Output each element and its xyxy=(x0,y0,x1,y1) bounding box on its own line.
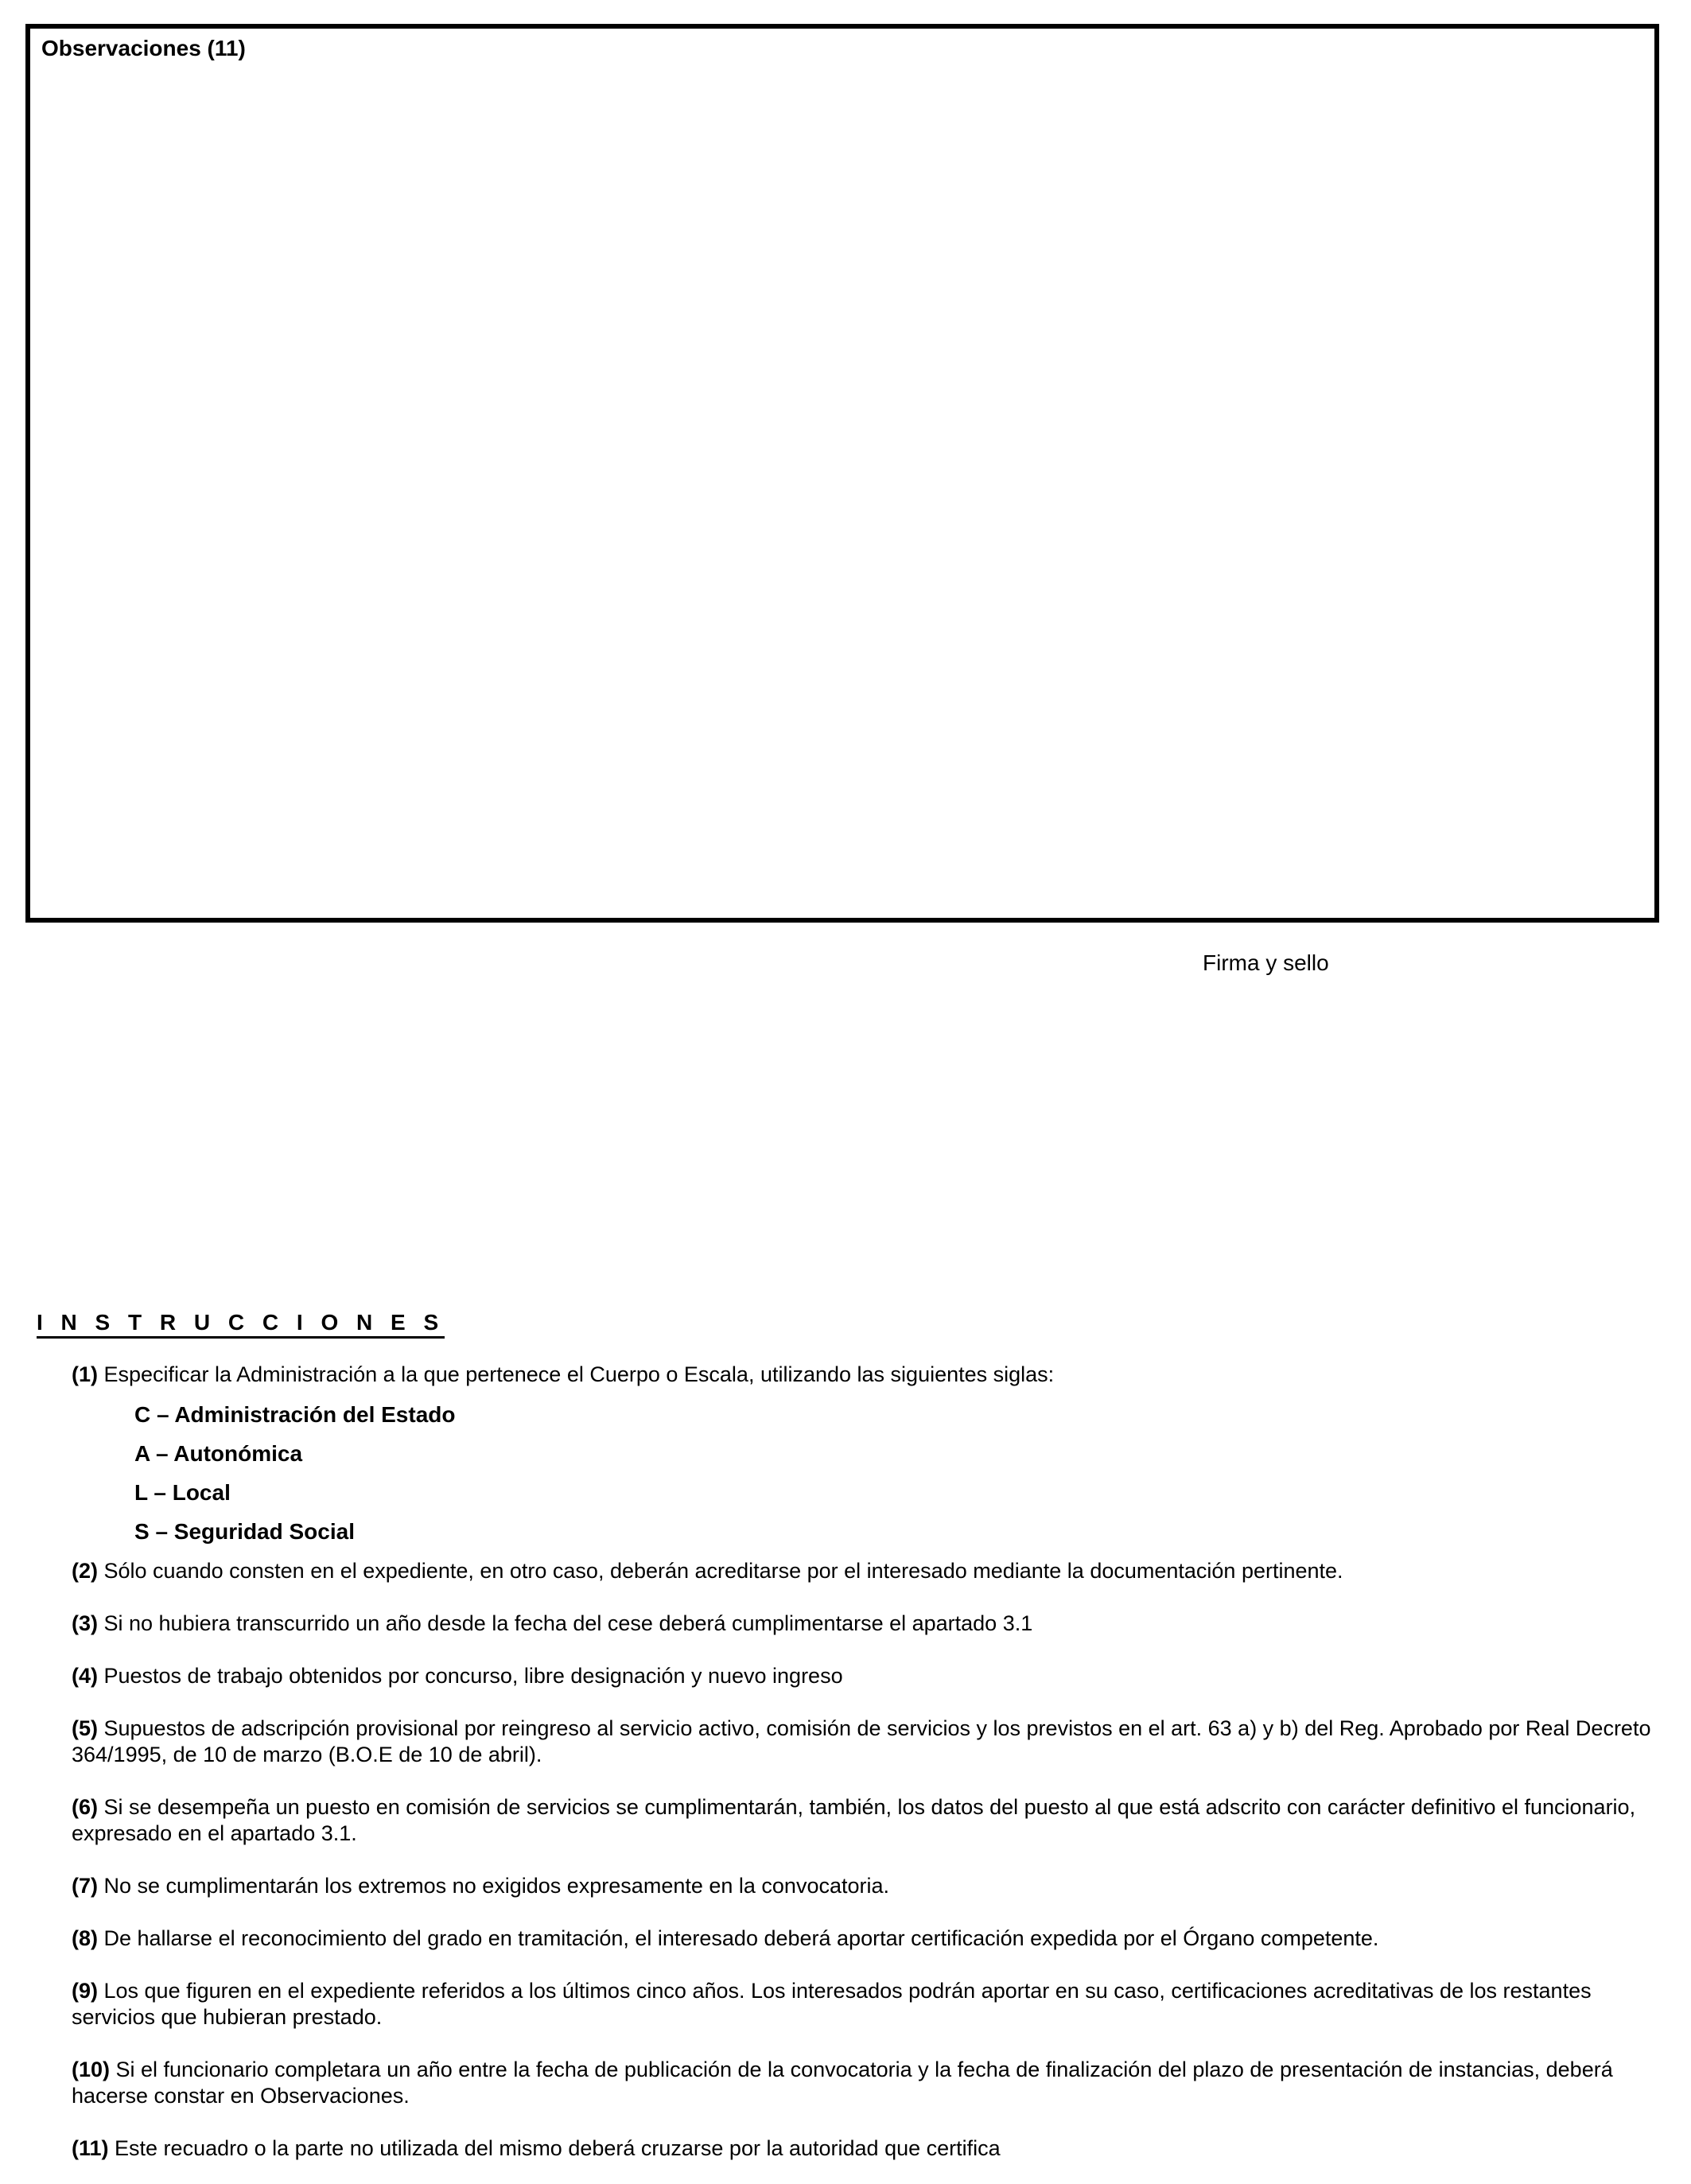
note-number: (4) xyxy=(72,1664,98,1688)
note-text: Supuestos de adscripción provisional por reingreso al servicio activo, comisión de servicios y los previstos en el art. 63 a) y b) del Reg. Aprobado por Real Decreto 364/1995, de 10 de marzo (B.O.E de 10 de abril). xyxy=(72,1716,1651,1766)
sigla-a: A – Autonómica xyxy=(134,1441,303,1466)
note-11 xyxy=(72,2135,1654,2162)
note-text: Si se desempeña un puesto en comisión de servicios se cumplimentarán, también, los datos del puesto al que está adscrito con carácter definitivo el funcionario, expresado en el apartado 3.1. xyxy=(72,1795,1636,1845)
note-1 xyxy=(72,1362,1654,1388)
observaciones-title: Observaciones (11) xyxy=(41,36,246,60)
note-number: (2) xyxy=(72,1559,98,1583)
note-text: Este recuadro o la parte no utilizada del mismo deberá cruzarse por la autoridad que certifica xyxy=(108,2136,1001,2160)
note-5 xyxy=(72,1716,1654,1768)
instrucciones-heading: I N S T R U C C I O N E S xyxy=(37,1309,445,1339)
note-2 xyxy=(72,1558,1654,1584)
note-number: (10) xyxy=(72,2058,111,2081)
sigla-s: S – Seguridad Social xyxy=(134,1519,355,1544)
note-number: (5) xyxy=(72,1716,98,1740)
note-text: Sólo cuando consten en el expediente, en otro caso, deberán acreditarse por el interesado mediante la documentación pertinente. xyxy=(98,1559,1343,1583)
note-number: (9) xyxy=(72,1979,98,2003)
note-3 xyxy=(72,1611,1654,1637)
note-7 xyxy=(72,1873,1654,1899)
note-number: (6) xyxy=(72,1795,98,1819)
note-number: (7) xyxy=(72,1874,98,1898)
note-number: (8) xyxy=(72,1926,98,1950)
note-4 xyxy=(72,1663,1654,1689)
note-number: (11) xyxy=(72,2136,109,2160)
sigla-l: L – Local xyxy=(134,1480,231,1505)
note-text: Puestos de trabajo obtenidos por concurso, libre designación y nuevo ingreso xyxy=(98,1664,843,1688)
sigla-c: C – Administración del Estado xyxy=(134,1402,456,1427)
observaciones-box[interactable] xyxy=(25,24,1659,923)
note-text: Especificar la Administración a la que pertenece el Cuerpo o Escala, utilizando las siguientes siglas: xyxy=(98,1362,1055,1386)
note-text: Si el funcionario completara un año entre la fecha de publicación de la convocatoria y la fecha de finalización del plazo de presentación de instancias, deberá hacerse constar en Observaciones. xyxy=(72,2058,1613,2108)
note-9 xyxy=(72,1978,1654,2030)
note-text: Los que figuren en el expediente referidos a los últimos cinco años. Los interesados podrán aportar en su caso, certificaciones acreditativas de los restantes servicios que hubieran prestado. xyxy=(72,1979,1592,2029)
note-text: De hallarse el reconocimiento del grado en tramitación, el interesado deberá aportar certificación expedida por el Órgano competente. xyxy=(98,1926,1379,1950)
note-text: No se cumplimentarán los extremos no exigidos expresamente en la convocatoria. xyxy=(98,1874,890,1898)
note-8 xyxy=(72,1926,1654,1952)
note-number: (1) xyxy=(72,1362,98,1386)
note-6 xyxy=(72,1794,1654,1847)
note-10 xyxy=(72,2057,1654,2109)
note-text: Si no hubiera transcurrido un año desde la fecha del cese deberá cumplimentarse el apartado 3.1 xyxy=(98,1611,1033,1635)
firma-y-sello-label: Firma y sello xyxy=(1203,950,1329,975)
note-number: (3) xyxy=(72,1611,98,1635)
